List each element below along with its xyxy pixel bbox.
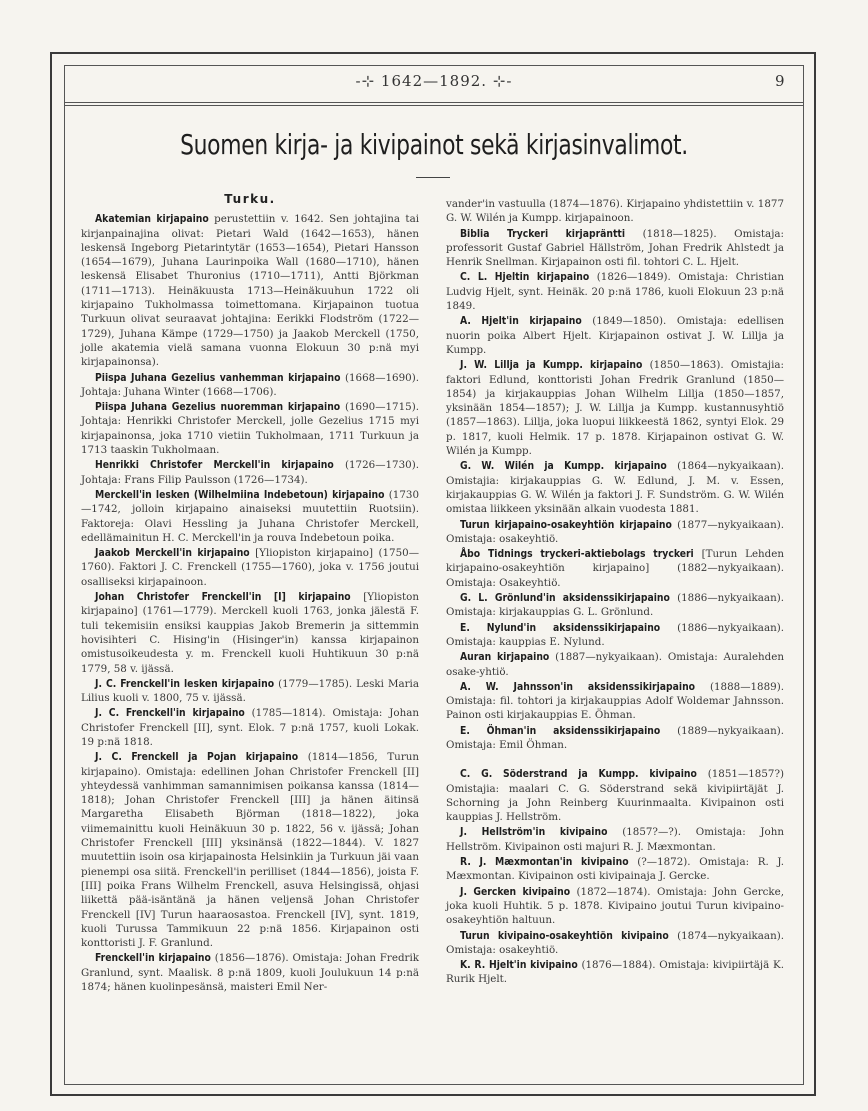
entry-paragraph: [81, 750, 419, 950]
entry-name: J. C. Frenckell ja Pojan kirjapaino: [95, 751, 299, 764]
entry-text: (1888—1889). Omistaja: fil. tohtori ja kirjakauppias Adolf Woldemar Jahnsson. Painon osti kirjakauppias E. Öhman.: [446, 680, 784, 722]
entry-name: G. W. Wilén ja Kumpp. kirjapaino: [460, 460, 667, 473]
continuation-text: vander'in vastuulla (1874—1876). Kirjapaino yhdistettiin v. 1877 G. W. Wilén ja Kumpp. kirjapainoon.: [446, 198, 784, 225]
entry-name: J. Hellström'in kivipaino: [460, 826, 608, 839]
entry-paragraph: [446, 227, 784, 270]
header-rule-double: [64, 105, 804, 106]
entry-name: Jaakob Merckell'in kirjapaino: [95, 547, 250, 560]
entry-text: (1874—nykyaikaan). Omistaja: osakeyhtiö.: [446, 929, 784, 956]
entry-text: (1850—1863). Omistajia: faktori Edlund, konttoristi Johan Fredrik Granlund (1850—1854) ja kirjakauppias Johan Wilhelm Lillja (1850—1857, yksinään 1854—1857); J. W. Lillja ja Kumpp. kustannusyhtiö (1857—1863). Lillja, joka luopui liikkeestä 1862, syntyi Elok. 29 p. 1817, kuoli Helmik. 17 p. 1878. Kirjapainon ostivat G. W. Wilén ja Kumpp.: [446, 359, 784, 458]
entry-paragraph: [81, 951, 419, 994]
header-rule: [64, 102, 804, 103]
entry-name: E. Nylund'in aksidenssikirjapaino: [460, 621, 661, 634]
entry-text: (1887—nykyaikaan). Omistaja: Auralehden osake-yhtiö.: [446, 651, 784, 678]
entry-paragraph: [81, 488, 419, 545]
entry-paragraph: [81, 677, 419, 706]
entry-text: (1857?—?). Omistaja: John Hellström. Kivipainon osti majuri R. J. Mæxmontan.: [446, 826, 784, 853]
entry-name: Merckell'in lesken (Wilhelmiina Indebetoun) kirjapaino: [95, 488, 385, 501]
entry-name: Johan Christofer Frenckell'in [I] kirjapaino: [95, 591, 351, 604]
entry-text: perustettiin v. 1642. Sen johtajina tai kirjanpainajina olivat: Pietari Wald (1642—1653), hänen leskensä Ingeborg Pietarintytär (1653—1654), Pietari Hansson (1654—1679), Juhana Laurinpoika Wall (1680—1710), hänen leskensä Elisabet Thuronius (1710—1711), Antti Björkman (1711—1713). Heinäkuusta 1713—Heinäkuuhun 1722 oli kirjapaino Tukholmassa toimettomana. Kirjapainon tuotua Turkuun olivat seuraavat johtajina: Eerikki Flodström (1722—1729), Juhana Kämpe (1729—1750) ja Jaakob Merckell (1750, jolle akatemia vielä samana vuonna Elokuun 30 p:nä myi kirjapainonsa).: [81, 213, 419, 369]
entry-text: (1785—1814). Omistaja: Johan Christofer Frenckell [II], synt. Elok. 7 p:nä 1757, kuoli Lokak. 19 p:nä 1818.: [81, 707, 419, 748]
entry-text: (1851—1857?) Omistajia: maalari C. G. Söderstrand sekä kivipiirtäjät J. Schorning ja John Reinberg Kuurinmaalta. Kivipainon osti kauppias J. Hellström.: [446, 768, 784, 824]
entry-paragraph: [446, 358, 784, 458]
entry-name: R. J. Mæxmontan'in kivipaino: [460, 856, 629, 869]
running-head: -⊹ 1642—1892. ⊹-: [355, 72, 513, 90]
entry-paragraph: [81, 400, 419, 457]
entry-name: Piispa Juhana Gezelius vanhemman kirjapaino: [95, 371, 341, 384]
entry-name: C. G. Söderstrand ja Kumpp. kivipaino: [460, 768, 697, 781]
entry-text: (1730—1742, jolloin kirjapaino ainaiseksi muutettiin Ruotsiin). Faktoreja: Olavi Hessling ja Juhana Christofer Merckell, edellämainitun H. C. Merckell'in ja rouva Indebetoun poika.: [81, 488, 419, 544]
entry-text: (1872—1874). Omistaja: John Gercke, joka kuoli Huhtik. 5 p. 1878. Kivipaino joutui Turun kivipaino-osakeyhtiön haltuun.: [446, 885, 784, 927]
entry-name: Biblia Tryckeri kirjapräntti: [460, 227, 626, 240]
entry-name: E. Öhman'in aksidenssikirjapaino: [460, 724, 661, 737]
entry-paragraph: [446, 547, 784, 590]
entry-name: K. R. Hjelt'in kivipaino: [460, 959, 578, 972]
entry-name: C. L. Hjeltin kirjapaino: [460, 271, 590, 284]
entry-name: Frenckell'in kirjapaino: [95, 952, 211, 965]
entry-text: (1889—nykyaikaan). Omistaja: Emil Öhman.: [446, 724, 784, 751]
entry-name: Piispa Juhana Gezelius nuoremman kirjapaino: [95, 401, 341, 414]
entry-text: (1849—1850). Omistaja: edellisen nuorin poika Albert Hjelt. Kirjapainon ostivat J. W. Lillja ja Kumpp.: [446, 315, 784, 356]
entry-name: Turun kirjapaino-osakeyhtiön kirjapaino: [460, 518, 672, 531]
entry-paragraph: [81, 371, 419, 400]
entry-paragraph: [446, 314, 784, 357]
entry-text: (1877—nykyaikaan). Omistaja: osakeyhtiö.: [446, 518, 784, 545]
section-gap: [446, 753, 784, 767]
entry-name: Akatemian kirjapaino: [95, 213, 209, 226]
left-entries: [81, 212, 419, 994]
litho-entries: [446, 767, 784, 986]
entry-text: (1886—nykyaikaan). Omistaja: kirjakauppias G. L. Grönlund.: [446, 592, 784, 619]
page-title: Suomen kirja- ja kivipainot sekä kirjasinvalimot.: [180, 128, 688, 161]
entry-text: (1726—1730). Johtaja: Frans Filip Paulsson (1726—1734).: [81, 459, 419, 486]
entry-name: Henrikki Christofer Merckell'in kirjapaino: [95, 459, 334, 472]
entry-text: (1818—1825). Omistaja: professorit Gustaf Gabriel Hällström, Johan Fredrik Ahlstedt ja Henrik Snellman. Kirjapainon osti fil. tohtori C. L. Hjelt.: [446, 227, 784, 269]
page-number: 9: [775, 72, 785, 90]
entry-paragraph: [81, 458, 419, 487]
entry-text: [Yliopiston kirjapaino] (1761—1779). Merckell kuoli 1763, jonka jälestä F. tuli tekemisiin ensiksi kauppias Jakob Bremerin ja sittemmin hovisihteri C. Hising'in (Hisinger'in) kanssa kirjapainon omistusoikeudesta y. m. Frenckell kuoli Huhtikuun 30 p:nä 1779, 58 v. ijässä.: [81, 591, 420, 675]
entry-name: J. W. Lillja ja Kumpp. kirjapaino: [460, 359, 643, 372]
entry-text: (1690—1715). Johtaja: Henrikki Christofer Merckell, jolle Gezelius 1715 myi kirjapainonsa, joka 1710 vietiin Tukholmaan, 1711 Turkuun ja 1713 taaskin Tukholmaan.: [81, 401, 419, 457]
entry-paragraph: [446, 825, 784, 854]
entry-name: A. Hjelt'in kirjapaino: [460, 315, 582, 328]
entry-name: A. W. Jahnsson'in aksidenssikirjapaino: [460, 680, 696, 693]
entry-text: (1876—1884). Omistaja: kivipiirtäjä K. Rurik Hjelt.: [446, 959, 784, 986]
entry-paragraph: [446, 885, 784, 928]
entry-text: (1826—1849). Omistaja: Christian Ludvig Hjelt, synt. Heinäk. 20 p:nä 1786, kuoli Elokuun 23 p:nä 1849.: [446, 271, 785, 313]
entry-paragraph: [446, 459, 784, 516]
entry-name: J. C. Frenckell'in kirjapaino: [95, 707, 245, 720]
entry-paragraph: [446, 650, 784, 679]
right-entries: [446, 227, 784, 753]
title-rule: [416, 177, 450, 178]
entry-name: J. Gercken kivipaino: [460, 885, 571, 898]
right-column: [446, 197, 784, 988]
entry-paragraph: [81, 212, 419, 369]
entry-name: Åbo Tidnings tryckeri-aktiebolags tryckeri: [460, 548, 694, 561]
entry-text: (1668—1690). Johtaja: Juhana Winter (1668—1706).: [81, 371, 419, 398]
entry-name: Turun kivipaino-osakeyhtiön kivipaino: [460, 929, 669, 942]
entry-text: (?—1872). Omistaja: R. J. Mæxmontan. Kivipainon osti kivipainaja J. Gercke.: [446, 856, 784, 883]
entry-name: Auran kirjapaino: [460, 651, 550, 664]
entry-text: (1779—1785). Leski Maria Lilius kuoli v. 1800, 75 v. ijässä.: [81, 677, 419, 705]
entry-paragraph: [81, 706, 419, 749]
entry-paragraph: [446, 518, 784, 547]
entry-name: G. L. Grönlund'in aksidenssikirjapaino: [460, 592, 670, 605]
entry-paragraph: [446, 929, 784, 958]
entry-text: (1856—1876). Omistaja: Johan Fredrik Granlund, synt. Maalisk. 8 p:nä 1809, kuoli Joulukuun 14 p:nä 1874; hänen kuolinpesänsä, maisteri Emil Ner-: [81, 952, 419, 994]
entry-paragraph: [446, 621, 784, 650]
entry-name: J. C. Frenckell'in lesken kirjapaino: [95, 677, 275, 690]
entry-paragraph: [446, 767, 784, 824]
entry-paragraph: [81, 546, 419, 589]
entry-paragraph: [446, 855, 784, 884]
entry-text: (1814—1856, Turun kirjapaino). Omistaja: edellinen Johan Christofer Frenckell [II] yhteydessä vanhimman samannimisen poikansa kanssa (1814—1818); Johan Christofer Frenckell [III] ja hänen äitinsä Margaretha Elisabeth Björman (1818—1822), joka viimemainittu kuoli Heinäkuun 30 p. 1822, 56 v. ijässä; Johan Christofer Frenckell [III] yksinänsä (1822—1844). V. 1827 muutettiin isoin osa kirjapainosta Helsinkiin ja Turkuun jäi vaan pienempi osa siitä. Frenckell'in perilliset (1844—1856), joista F. [III] poika Frans Wilhelm Frenckell, asuva Helsingissä, ohjasi liikettä pää-isäntänä ja hänen veljensä Johan Christofer Frenckell [IV] Turun haaraosastoa. Frenckell [IV], synt. 1819, kuoli Turussa Tammikuun 22 p:nä 1856. Kirjapainon osti konttoristi J. F. Granlund.: [81, 751, 419, 950]
entry-paragraph: [81, 590, 419, 676]
entry-text: (1864—nykyaikaan). Omistajia: kirjakauppias G. W. Edlund, J. M. v. Essen, kirjakauppias G. W. Wilén ja faktori J. F. Sundström. G. W. Wilén omistaa liikkeen yksinään alkain vuodesta 1881.: [446, 460, 784, 516]
section-heading-turku: Turku.: [224, 192, 276, 206]
entry-paragraph: [446, 680, 784, 723]
entry-paragraph: [446, 591, 784, 620]
entry-paragraph: [446, 958, 784, 987]
entry-text: (1886—nykyaikaan). Omistaja: kauppias E. Nylund.: [446, 621, 785, 648]
entry-paragraph: [446, 270, 784, 313]
entry-text: [Yliopiston kirjapaino] (1750—1760). Faktori J. C. Frenckell (1755—1760), joka v. 1756 joutui osalliseksi kirjapainoon.: [81, 547, 420, 588]
left-column: [81, 192, 419, 995]
entry-text: [Turun Lehden kirjapaino-osakeyhtiön kirjapaino] (1882—nykyaikaan). Omistaja: Osakeyhtiö.: [446, 548, 784, 589]
entry-paragraph: [446, 724, 784, 753]
